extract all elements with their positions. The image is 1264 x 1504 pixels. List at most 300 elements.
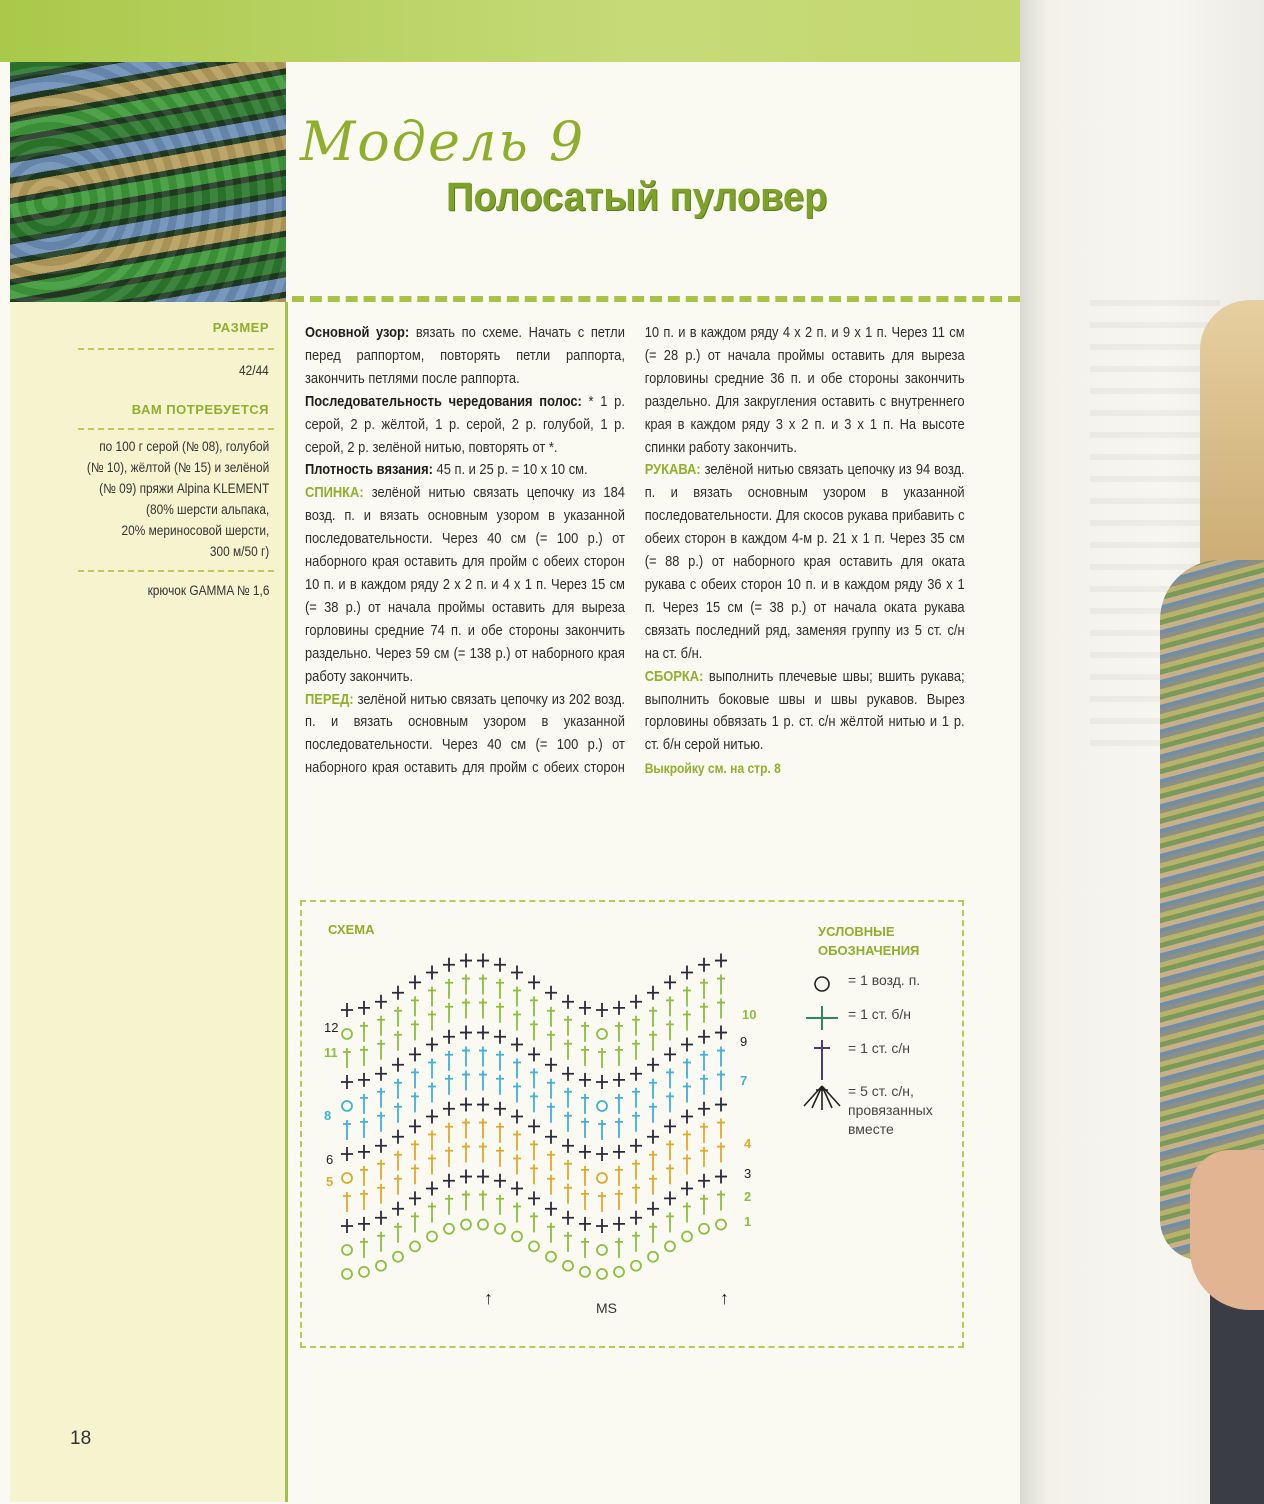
double-crochet-mark [564,1160,572,1180]
double-crochet-mark [496,1051,504,1071]
double-crochet-mark [411,1020,419,1040]
double-crochet-mark [513,1155,521,1175]
model-hair [1200,300,1264,600]
double-crochet-mark [496,1147,504,1167]
text: * 1 р. серой, 2 р. жёлтой, 1 р. серой, 2 р. голубой, 1 р. серой, 2 р. зелёной нитью, повторять от *. [305,392,625,456]
single-crochet-mark [562,1067,574,1081]
chain-stitch-mark [376,1261,386,1271]
single-crochet-mark [647,1058,659,1072]
double-crochet-mark [683,1155,691,1175]
chain-stitch-mark [529,1241,539,1251]
double-crochet-mark [343,1048,351,1068]
double-crochet-mark [598,1120,606,1140]
double-crochet-mark [700,1123,708,1143]
single-crochet-mark [426,1038,438,1052]
double-crochet-mark [700,1147,708,1167]
double-crochet-mark [360,1094,368,1114]
double-crochet-mark [513,1083,521,1103]
chain-stitch-mark [478,1220,488,1230]
single-crochet-mark [341,1147,353,1161]
double-crochet-mark [513,1131,521,1151]
chain-stitch-mark [597,1269,607,1279]
double-crochet-mark [411,1164,419,1184]
double-crochet-mark [530,1212,538,1232]
double-crochet-mark [343,1192,351,1212]
single-crochet-mark [545,1202,557,1216]
double-crochet-mark [581,1022,589,1042]
chain-stitch-mark [359,1267,369,1277]
double-crochet-mark [496,1003,504,1023]
chain-stitch-mark [716,1220,726,1230]
single-crochet-mark [511,1038,523,1052]
chain-stitch-mark [512,1232,522,1242]
single-crochet-mark [562,1139,574,1153]
double-crochet-mark [649,1175,657,1195]
double-crochet-mark [666,1020,674,1040]
double-crochet-mark [360,1238,368,1258]
single-crochet-mark [392,1130,404,1144]
double-crochet-mark [496,1075,504,1095]
single-crochet-mark [613,1145,625,1159]
chain-stitch-mark [597,1173,607,1183]
double-crochet-mark [649,1031,657,1051]
double-crochet-mark [547,1223,555,1243]
double-crochet-mark [394,1103,402,1123]
double-crochet-mark [666,1140,674,1160]
model-label: Модель 9 [300,110,586,173]
label: СПИНКА: [305,484,364,502]
scheme-title: СХЕМА [328,922,375,937]
chain-stitch-mark [342,1269,352,1279]
legend-text: = 1 ст. б/н [848,1006,912,1022]
legend-title-line: ОБОЗНАЧЕНИЯ [818,943,920,958]
double-crochet-mark [717,975,725,995]
single-crochet-mark [715,954,727,968]
chain-stitch-mark [597,1029,607,1039]
sidebar [10,302,288,1502]
single-crochet-mark [528,1047,540,1061]
single-crochet-mark [698,958,710,972]
single-crochet-mark [630,1139,642,1153]
chain-stitch-mark [614,1267,624,1277]
double-crochet-mark [377,1112,385,1132]
single-crochet-mark [409,1191,421,1205]
double-crochet-mark [666,1092,674,1112]
double-crochet-mark [530,1092,538,1112]
single-crochet-mark [443,1030,455,1044]
single-crochet-mark [715,1026,727,1040]
single-crochet-mark [409,1047,421,1061]
single-crochet-mark [528,1119,540,1133]
double-crochet-mark [632,1112,640,1132]
text: зелёной нитью связать цепочку из 202 возд. п. и вязать основным узором в указанной последовательности. Через 40 см (= 100 р.) от наборного края оставить для пройм с обеих сторон 10 п. и в каждом ряду 4 х 2 п. и 9 х 1 п. Через 11 см (= 28 р.) от начала проймы оставить для выреза горловины средние 36 п. и обе стороны закончить раздельно. Для закругления оставить с внутреннего края в каждом ряду 3 х 2 п. и 3 х 1 п. На высоте спинки работу закончить. [305,324,965,777]
single-crochet-mark [579,1217,591,1231]
single-crochet-mark [341,1219,353,1233]
double-crochet-mark [428,1011,436,1031]
double-crochet-mark [360,1046,368,1066]
double-crochet-mark [598,1192,606,1212]
double-crochet-mark [564,1040,572,1060]
single-crochet-mark [460,1026,472,1040]
row-label: 10 [742,1007,757,1022]
chain-stitch-mark [648,1252,658,1262]
single-crochet-mark [545,1058,557,1072]
double-crochet-mark [479,1071,487,1091]
single-crochet-mark [511,1182,523,1196]
double-crochet-mark [649,1007,657,1027]
single-crochet-mark [596,1075,608,1089]
double-crochet-mark [360,1190,368,1210]
double-crochet-mark [615,1166,623,1186]
single-crochet-mark [681,1038,693,1052]
legend-title-line: УСЛОВНЫЕ [818,924,895,939]
row-label: 11 [324,1045,338,1060]
single-crochet-mark [341,1075,353,1089]
single-crochet-mark [477,1170,489,1184]
size-value: 42/44 [239,363,269,378]
double-crochet-mark [496,1123,504,1143]
double-crochet-mark [394,1079,402,1099]
double-crochet-mark [479,1191,487,1211]
row-label: 3 [744,1166,752,1181]
text: зелёной нитью связать цепочку из 184 возд. п. и вязать основным узором в указанной последовательности. Через 40 см (= 100 р.) от наборного края оставить для пройм с обеих сторон 10 п. и в каждом ряду 2 х 2 п. и 4 х 1 п. Через 15 см (= 38 р.) от начала проймы оставить для выреза горловины средние 74 п. и обе стороны закончить раздельно. Через 59 см (= 138 р.) от наборного края работу закончить. [305,484,625,685]
single-crochet-mark [698,1102,710,1116]
double-crochet-mark [666,996,674,1016]
double-crochet-mark [428,1155,436,1175]
single-crochet-mark [528,975,540,989]
single-crochet-mark [596,1219,608,1233]
row-label: 5 [326,1174,334,1189]
single-crochet-mark [426,966,438,980]
double-crochet-mark [564,1112,572,1132]
double-crochet-mark [717,1143,725,1163]
double-crochet-mark [513,1203,521,1223]
row-label: 9 [740,1034,748,1049]
single-crochet-mark [409,1119,421,1133]
double-crochet-mark [411,996,419,1016]
text: 45 п. и 25 р. = 10 х 10 см. [432,461,588,479]
single-crochet-mark [579,1073,591,1087]
double-crochet-mark [683,1083,691,1103]
double-crochet-mark [428,1203,436,1223]
double-crochet-mark [564,1016,572,1036]
double-crochet-mark [581,1094,589,1114]
single-crochet-mark [613,1217,625,1231]
chain-stitch-mark [563,1261,573,1271]
double-crochet-mark [666,1068,674,1088]
double-crochet-mark [462,975,470,995]
double-crochet-mark [564,1088,572,1108]
double-crochet-mark [411,1092,419,1112]
double-crochet-mark [615,1118,623,1138]
double-crochet-mark [445,1051,453,1071]
double-crochet-mark [632,1040,640,1060]
chain-stitch-mark [631,1261,641,1271]
materials-heading: ВАМ ПОТРЕБУЕТСЯ [131,402,269,417]
single-crochet-mark [375,1211,387,1225]
double-crochet-mark [377,1088,385,1108]
double-crochet-mark [377,1160,385,1180]
double-crochet-mark [462,1071,470,1091]
double-crochet-mark [411,1140,419,1160]
chain-stitch-mark [699,1224,709,1234]
chain-stitch-mark [597,1101,607,1111]
double-crochet-mark [717,1191,725,1211]
title-divider [292,296,1020,302]
double-crochet-mark [445,979,453,999]
single-crochet-mark [477,1026,489,1040]
single-crochet-mark [426,1110,438,1124]
single-crochet-mark [664,1119,676,1133]
double-crochet-mark [717,1047,725,1067]
chain-stitch-mark [342,1101,352,1111]
double-crochet-mark [615,1046,623,1066]
page-number: 18 [70,1428,92,1449]
single-crochet-mark [460,1098,472,1112]
text: выполнить плечевые швы; вшить рукава; выполнить боковые швы и швы рукавов. Вырез горловины обвязать 1 р. ст. с/н жёлтой нитью и 1 р. ст. б/н серой нитью. [644,667,965,754]
size-heading: РАЗМЕР [212,320,269,335]
single-crochet-mark [681,966,693,980]
double-crochet-mark [428,1131,436,1151]
single-crochet-mark [494,1102,506,1116]
double-crochet-mark [683,987,691,1007]
single-crochet-mark [528,1191,540,1205]
double-crochet-mark [462,1047,470,1067]
double-crochet-mark [411,1212,419,1232]
double-crochet-mark [445,1195,453,1215]
double-crochet-mark [649,1079,657,1099]
single-crochet-mark [375,1067,387,1081]
chain-stitch-mark [580,1267,590,1277]
double-crochet-mark [445,1123,453,1143]
double-crochet-mark [632,1160,640,1180]
label: Основной узор: [305,324,410,341]
chain-stitch-mark [393,1252,403,1262]
row-label: 12 [324,1020,339,1035]
single-crochet-mark [375,995,387,1009]
single-crochet-mark [562,995,574,1009]
double-crochet-mark [700,1195,708,1215]
double-crochet-mark [547,1031,555,1051]
double-crochet-mark [377,1232,385,1252]
double-crochet-mark [343,1120,351,1140]
single-crochet-mark [579,1001,591,1015]
double-crochet-mark [462,1119,470,1139]
double-crochet-mark [462,1143,470,1163]
double-crochet-mark [649,1151,657,1171]
back-section [305,482,625,688]
single-crochet-mark [698,1030,710,1044]
single-crochet-mark [358,1001,370,1015]
double-crochet-mark [479,1047,487,1067]
divider [78,570,274,572]
double-crochet-mark [564,1184,572,1204]
double-crochet-mark [632,1184,640,1204]
single-crochet-mark [511,1110,523,1124]
double-crochet-mark [632,1088,640,1108]
double-crochet-mark [445,1147,453,1167]
instructions-columns [305,322,965,781]
double-crochet-mark [717,1071,725,1091]
double-crochet-mark [700,1075,708,1095]
sleeves-section [645,459,965,665]
chain-stitch-mark [461,1220,471,1230]
double-crochet-mark [530,1164,538,1184]
double-crochet-mark [717,999,725,1019]
double-crochet-mark [479,1143,487,1163]
single-crochet-mark [358,1217,370,1231]
double-crochet-mark [428,1083,436,1103]
legend-text: = 1 возд. п. [848,972,921,988]
sequence [305,391,625,460]
single-crochet-mark [494,1030,506,1044]
single-crochet-mark [392,1058,404,1072]
row-label: 2 [744,1189,752,1204]
double-crochet-mark [377,1016,385,1036]
row-label: 8 [324,1108,332,1123]
double-crochet-mark [649,1103,657,1123]
single-crochet-mark [630,1211,642,1225]
double-crochet-mark [649,1223,657,1243]
double-crochet-mark [581,1046,589,1066]
single-crochet-mark [630,995,642,1009]
single-crochet-mark [664,975,676,989]
double-crochet-mark [377,1040,385,1060]
double-crochet-mark [513,1059,521,1079]
repeat-label: MS [596,1300,617,1316]
double-crochet-mark [411,1068,419,1088]
materials-line: по 100 г серой (№ 08), голубой [98,439,269,454]
double-crochet-mark [581,1190,589,1210]
double-crochet-mark [530,1068,538,1088]
single-crochet-mark [341,1003,353,1017]
crochet-scheme [300,900,964,1348]
chain-stitch-mark [597,1245,607,1255]
legend-line: провязанных [848,1102,933,1118]
double-crochet-mark [700,1051,708,1071]
double-crochet-mark [394,1031,402,1051]
double-crochet-mark [428,1059,436,1079]
single-crochet-mark [443,958,455,972]
single-crochet-mark [477,1098,489,1112]
text: зелёной нитью связать цепочку из 94 возд. п. и вязать основным узором в указанной последовательности. Для скосов рукава прибавить с обеих сторон в каждом 4-м р. 21 х 1 п. Через 35 см (= 88 р.) от наборного края оставить для оката рукава с обеих сторон 10 п. и в каждом ряду 36 х 1 п. Через 15 см (= 38 р.) от начала оката рукава связать последний ряд, заменяя группу из 5 ст. с/н на ст. б/н. [644,461,965,662]
double-crochet-mark [462,1191,470,1211]
chain-stitch-mark [342,1029,352,1039]
chain-stitch-mark [342,1173,352,1183]
double-crochet-mark [547,1007,555,1027]
single-crochet-mark [647,1130,659,1144]
row-label: 7 [740,1073,748,1088]
materials-text [87,436,269,562]
double-crochet-mark [547,1151,555,1171]
chain-stitch-mark [444,1224,454,1234]
double-crochet-mark [360,1118,368,1138]
single-crochet-mark [715,1170,727,1184]
row-label: 1 [744,1214,752,1229]
materials-line: 300 м/50 г) [209,544,269,559]
double-crochet-mark [717,1119,725,1139]
single-crochet-mark [460,954,472,968]
model-hand [1190,1150,1264,1310]
single-crochet-mark [647,1202,659,1216]
double-crochet-mark [547,1103,555,1123]
double-crochet-mark [615,1190,623,1210]
single-crochet-mark [681,1182,693,1196]
materials-line: (80% шерсти альпака, [145,502,269,517]
single-crochet-mark [596,1147,608,1161]
single-crochet-mark [630,1067,642,1081]
repeat-arrow-icon: ↑ [484,1288,493,1308]
label: Последовательность чередования полос: [305,392,582,410]
double-crochet-mark [394,1223,402,1243]
double-crochet-mark [360,1022,368,1042]
double-crochet-mark [564,1232,572,1252]
assembly-section [645,666,965,758]
gauge [305,459,625,482]
double-crochet-mark [598,1048,606,1068]
single-crochet-mark [392,1202,404,1216]
single-crochet-mark [358,1073,370,1087]
single-crochet-mark [664,1047,676,1061]
double-crochet-mark [530,996,538,1016]
double-crochet-mark [530,1140,538,1160]
label: Плотность вязания: [305,461,433,479]
single-crochet-mark [392,986,404,1000]
double-crochet-mark [615,1022,623,1042]
single-crochet-mark [494,1174,506,1188]
repeat-arrow-icon: ↑ [720,1288,729,1308]
row-label: 4 [744,1136,752,1151]
double-crochet-mark [581,1238,589,1258]
chain-stitch-mark [410,1241,420,1251]
double-crochet-mark [428,987,436,1007]
page-title: Полосатый пуловер [446,175,828,219]
double-crochet-mark [496,1195,504,1215]
stitch-diagram [302,902,962,1346]
single-crochet-mark [511,966,523,980]
chain-stitch-mark [546,1252,556,1262]
double-crochet-mark [394,1175,402,1195]
double-crochet-mark [632,1232,640,1252]
single-crochet-mark [647,986,659,1000]
single-crochet-mark [613,1001,625,1015]
double-crochet-mark [377,1184,385,1204]
double-crochet-mark [513,1011,521,1031]
double-crochet-mark [666,1212,674,1232]
single-crochet-mark [426,1182,438,1196]
double-crochet-mark [683,1011,691,1031]
double-crochet-mark [547,1079,555,1099]
single-crochet-mark [579,1145,591,1159]
materials-line: 20% мериносовой шерсти, [121,523,270,538]
double-crochet-mark [683,1059,691,1079]
double-crochet-mark [581,1118,589,1138]
chain-stitch-mark [682,1232,692,1242]
divider [78,348,274,350]
chain-stitch-mark [495,1224,505,1234]
single-crochet-mark [613,1073,625,1087]
double-crochet-mark [530,1020,538,1040]
single-crochet-mark [494,958,506,972]
single-crochet-mark [681,1110,693,1124]
double-crochet-mark [581,1166,589,1186]
legend-line: вместе [848,1121,894,1137]
text: вязать по схеме. Начать с петли перед раппортом, повторять петли раппорта, закончить петлями после раппорта. [305,324,625,387]
double-crochet-mark [360,1166,368,1186]
single-crochet-mark [596,1003,608,1017]
single-crochet-mark [545,986,557,1000]
double-crochet-mark [462,999,470,1019]
